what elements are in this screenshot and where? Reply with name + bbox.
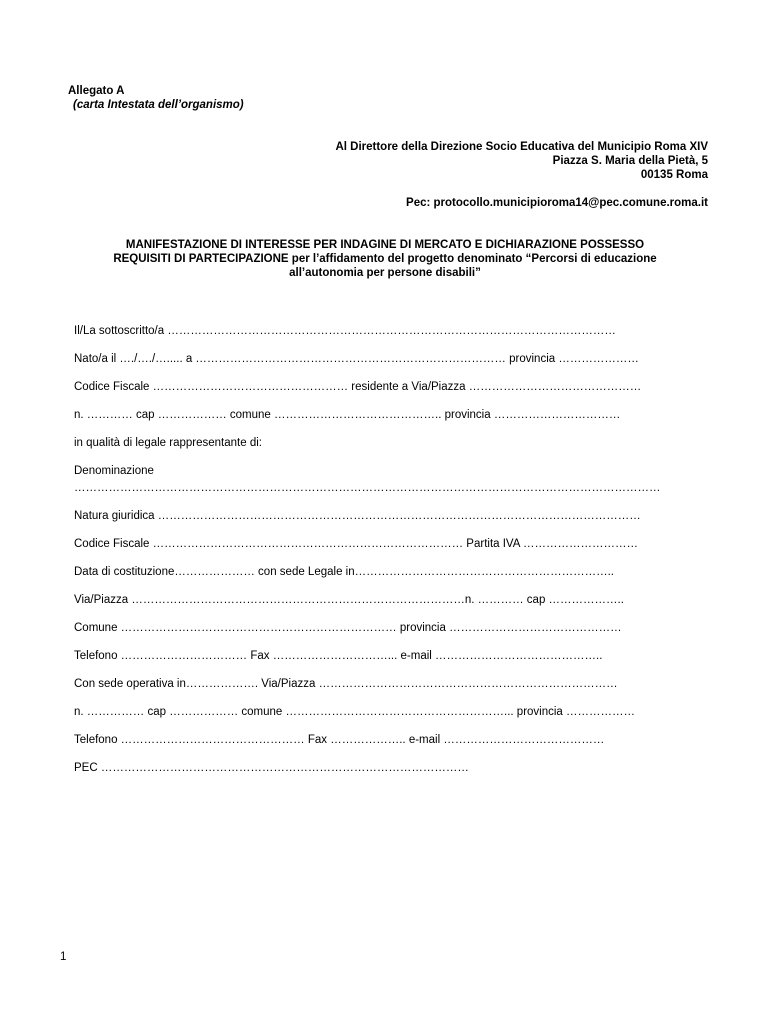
field-telefono-1: Telefono …………………………… Fax …………………………... e-mail …………………………………….. <box>74 650 603 662</box>
field-natura-giuridica: Natura giuridica ……………………………………………………………………………………………………………… <box>74 510 641 522</box>
document-title-line-3: all’autonomia per persone disabili” <box>289 267 481 279</box>
field-pec: PEC …………………………………………………………………………………… <box>74 762 469 774</box>
page-number: 1 <box>60 951 67 963</box>
field-comune: Comune ……………………………………………………………… provincia ……………………………………… <box>74 622 622 634</box>
document-title-line-2 <box>0 252 770 266</box>
field-telefono-2: Telefono ………………………………………… Fax ……………….. e-mail …………………………………… <box>74 734 605 746</box>
field-data-costituzione: Data di costituzione………………… con sede Legale in………………………………………………………….. <box>74 566 614 578</box>
field-indirizzo-2: n. …………… cap ……………… comune …………………………………………………... provincia ……………… <box>74 706 636 718</box>
field-sottoscritto: Il/La sottoscritto/a ……………………………………………………………………………………………………… <box>74 325 616 337</box>
field-codice-fiscale-2: Codice Fiscale ……………………………………………………………………… Partita IVA ………………………… <box>74 538 638 550</box>
field-nato: Nato/a il …./…./…..... a ……………………………………………………………………… provincia ………………… <box>74 353 639 365</box>
field-denominazione-label: Denominazione <box>74 465 154 477</box>
field-codice-fiscale-1: Codice Fiscale …………………………………………… residente a Via/Piazza ……………………………………… <box>74 381 642 393</box>
field-qualita: in qualità di legale rappresentante di: <box>74 437 262 449</box>
field-via-piazza: Via/Piazza ……………………………………………………………………………n. ………… cap ……………….. <box>74 594 624 606</box>
recipient-pec: Pec: protocollo.municipioroma14@pec.comune.roma.it <box>406 197 708 209</box>
carta-intestata-note: (carta Intestata dell’organismo) <box>73 99 244 111</box>
recipient-line-2: Piazza S. Maria della Pietà, 5 <box>552 155 708 167</box>
field-sede-operativa: Con sede operativa in………………. Via/Piazza …………………………………………………………………… <box>74 678 618 690</box>
document-title-line-1: MANIFESTAZIONE DI INTERESSE PER INDAGINE DI MERCATO E DICHIARAZIONE POSSESSO <box>125 239 645 251</box>
recipient-line-1: Al Direttore della Direzione Socio Educativa del Municipio Roma XIV <box>335 141 708 153</box>
allegato-label: Allegato A <box>68 85 125 97</box>
title-bold-part: REQUISITI DI PARTECIPAZIONE <box>113 253 289 265</box>
field-denominazione-dots: ……………………………………………………………………………………………………………………………………… <box>74 482 661 494</box>
recipient-line-3: 00135 Roma <box>640 169 708 181</box>
field-indirizzo-1: n. ………… cap ……………… comune …………………………………….. provincia …………………………… <box>74 409 621 421</box>
title-rest-part: per l’affidamento del progetto denominato “Percorsi di educazione <box>288 253 657 265</box>
